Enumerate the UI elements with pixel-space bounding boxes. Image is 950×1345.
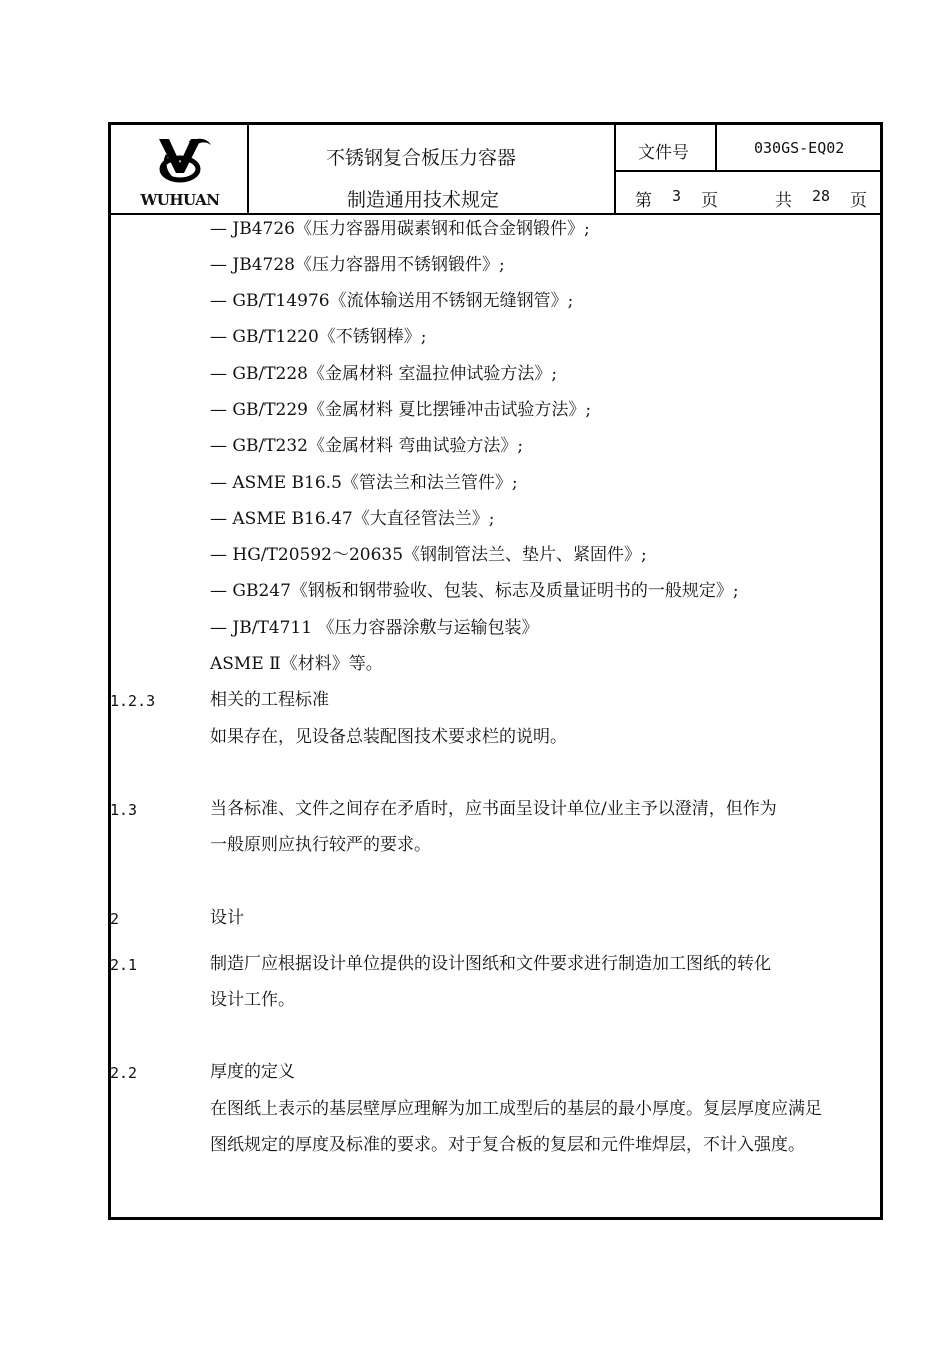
logo-emblem-icon <box>111 125 249 191</box>
page-current: 3 <box>672 187 682 205</box>
total-prefix: 共 <box>775 191 792 211</box>
reference-item: — JB4728《压力容器用不锈钢锻件》; <box>210 255 505 275</box>
header-divider-docno <box>715 125 717 170</box>
section-number: 1.2.3 <box>110 692 156 710</box>
total-pages: 28 <box>812 187 831 205</box>
section-number: 2.1 <box>110 956 138 974</box>
page-suffix: 页 <box>701 191 718 211</box>
reference-item: — HG/T20592～20635《钢制管法兰、垫片、紧固件》; <box>210 545 647 565</box>
company-logo <box>111 125 249 215</box>
section-body: 当各标准、文件之间存在矛盾时，应书面呈设计单位/业主予以澄清，但作为 <box>210 799 777 819</box>
doc-title-line1: 不锈钢复合板压力容器 <box>326 147 517 169</box>
section-body: 一般原则应执行较严的要求。 <box>210 835 431 855</box>
reference-item: — GB/T228《金属材料 室温拉伸试验方法》; <box>210 364 558 384</box>
logo-wordmark: WUHUAN <box>140 191 220 209</box>
section-number: 2.2 <box>110 1064 138 1082</box>
reference-item: — JB4726《压力容器用碳素钢和低合金钢锻件》; <box>210 219 590 239</box>
section-body: 如果存在，见设备总装配图技术要求栏的说明。 <box>210 727 567 747</box>
doc-number-value: 030GS-EQ02 <box>754 139 845 157</box>
section-body: 设计工作。 <box>210 990 295 1010</box>
section-body: 图纸规定的厚度及标准的要求。对于复合板的复层和元件堆焊层，不计入强度。 <box>210 1135 805 1155</box>
doc-number-label: 文件号 <box>638 143 689 163</box>
section-number: 1.3 <box>110 801 138 819</box>
reference-item: — GB/T14976《流体输送用不锈钢无缝钢管》; <box>210 291 574 311</box>
total-suffix: 页 <box>850 191 867 211</box>
reference-item: — ASME B16.5《管法兰和法兰管件》; <box>210 473 518 493</box>
section-body: 在图纸上表示的基层壁厚应理解为加工成型后的基层的最小厚度。复层厚度应满足 <box>210 1099 822 1119</box>
section-number: 2 <box>110 910 120 928</box>
reference-item: ASME Ⅱ《材料》等。 <box>210 654 383 674</box>
reference-item: — GB247《钢板和钢带验收、包装、标志及质量证明书的一般规定》; <box>210 581 739 601</box>
section-title: 厚度的定义 <box>210 1062 295 1082</box>
section-body: 制造厂应根据设计单位提供的设计图纸和文件要求进行制造加工图纸的转化 <box>210 954 771 974</box>
doc-title-line2: 制造通用技术规定 <box>347 189 500 211</box>
reference-item: — JB/T4711 《压力容器涂敷与运输包装》 <box>210 618 539 638</box>
reference-item: — GB/T1220《不锈钢棒》; <box>210 327 427 347</box>
reference-item: — GB/T229《金属材料 夏比摆锤冲击试验方法》; <box>210 400 592 420</box>
reference-item: — GB/T232《金属材料 弯曲试验方法》; <box>210 436 524 456</box>
section-title: 相关的工程标准 <box>210 690 329 710</box>
section-title: 设计 <box>210 908 244 928</box>
page-prefix: 第 <box>635 191 652 211</box>
reference-item: — ASME B16.47《大直径管法兰》; <box>210 509 495 529</box>
header-middle-rule <box>614 170 880 172</box>
